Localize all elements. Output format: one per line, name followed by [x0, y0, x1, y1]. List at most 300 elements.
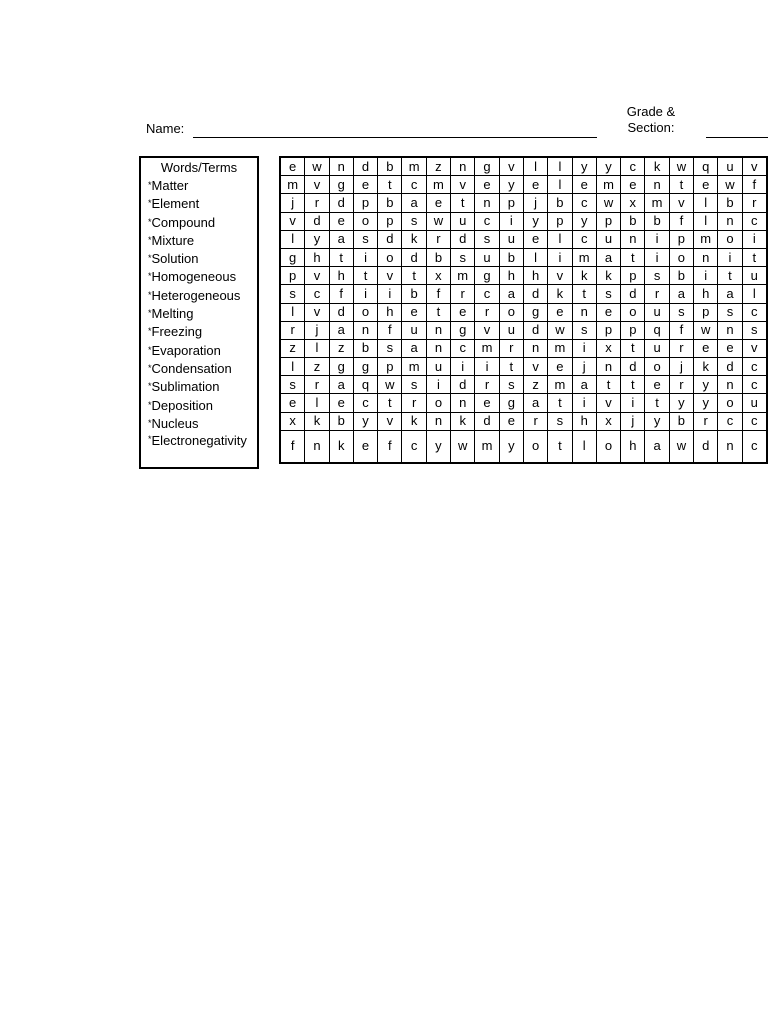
grid-cell[interactable]: i — [378, 285, 402, 303]
grid-cell[interactable]: g — [475, 267, 499, 285]
grid-cell[interactable]: i — [645, 248, 669, 266]
grid-cell[interactable]: t — [402, 267, 426, 285]
grid-cell[interactable]: q — [353, 376, 377, 394]
grid-cell[interactable]: g — [280, 248, 305, 266]
grid-cell[interactable]: n — [426, 321, 450, 339]
grid-cell[interactable]: t — [378, 176, 402, 194]
grid-cell[interactable]: n — [718, 430, 742, 463]
grid-cell[interactable]: n — [572, 303, 596, 321]
grid-cell[interactable]: s — [669, 303, 693, 321]
grid-cell[interactable]: q — [645, 321, 669, 339]
grid-cell[interactable]: a — [669, 285, 693, 303]
grid-cell[interactable]: e — [523, 176, 547, 194]
grid-cell[interactable]: p — [621, 321, 645, 339]
grid-cell[interactable]: u — [596, 230, 620, 248]
grid-cell[interactable]: r — [669, 376, 693, 394]
grid-cell[interactable]: h — [694, 285, 718, 303]
grid-cell[interactable]: r — [645, 285, 669, 303]
grid-cell[interactable]: k — [402, 230, 426, 248]
grid-cell[interactable]: h — [621, 430, 645, 463]
grid-cell[interactable]: j — [621, 412, 645, 430]
grid-cell[interactable]: c — [305, 285, 329, 303]
grid-cell[interactable]: n — [426, 412, 450, 430]
grid-cell[interactable]: b — [669, 412, 693, 430]
grid-cell[interactable]: s — [353, 230, 377, 248]
grid-cell[interactable]: m — [548, 339, 572, 357]
grid-cell[interactable]: e — [475, 394, 499, 412]
grid-cell[interactable]: c — [475, 212, 499, 230]
grid-cell[interactable]: i — [499, 212, 523, 230]
grid-cell[interactable]: f — [669, 321, 693, 339]
grid-cell[interactable]: k — [329, 430, 353, 463]
grid-cell[interactable]: g — [329, 176, 353, 194]
grid-cell[interactable]: m — [475, 430, 499, 463]
grid-cell[interactable]: w — [451, 430, 475, 463]
grid-cell[interactable]: c — [451, 339, 475, 357]
grid-cell[interactable]: v — [305, 303, 329, 321]
grid-cell[interactable]: e — [280, 394, 305, 412]
grid-cell[interactable]: v — [596, 394, 620, 412]
grid-cell[interactable]: y — [353, 412, 377, 430]
grid-cell[interactable]: f — [329, 285, 353, 303]
grid-cell[interactable]: o — [353, 303, 377, 321]
grid-cell[interactable]: t — [378, 394, 402, 412]
grid-cell[interactable]: r — [669, 339, 693, 357]
grid-cell[interactable]: d — [353, 157, 377, 176]
grid-cell[interactable]: c — [402, 430, 426, 463]
grid-cell[interactable]: u — [645, 339, 669, 357]
grid-cell[interactable]: p — [669, 230, 693, 248]
grid-cell[interactable]: b — [718, 194, 742, 212]
grid-cell[interactable]: p — [596, 212, 620, 230]
grade-section-input-line[interactable] — [706, 137, 768, 138]
grid-cell[interactable]: v — [523, 358, 547, 376]
grid-cell[interactable]: i — [572, 394, 596, 412]
grid-cell[interactable]: s — [475, 230, 499, 248]
grid-cell[interactable]: w — [596, 194, 620, 212]
grid-cell[interactable]: c — [742, 358, 767, 376]
grid-cell[interactable]: b — [353, 339, 377, 357]
grid-cell[interactable]: a — [329, 230, 353, 248]
grid-cell[interactable]: i — [645, 230, 669, 248]
grid-cell[interactable]: a — [329, 321, 353, 339]
grid-cell[interactable]: p — [280, 267, 305, 285]
grid-cell[interactable]: o — [669, 248, 693, 266]
grid-cell[interactable]: o — [621, 303, 645, 321]
grid-cell[interactable]: e — [499, 412, 523, 430]
grid-cell[interactable]: k — [572, 267, 596, 285]
grid-cell[interactable]: z — [426, 157, 450, 176]
grid-cell[interactable]: y — [645, 412, 669, 430]
grid-cell[interactable]: w — [378, 376, 402, 394]
grid-cell[interactable]: c — [402, 176, 426, 194]
grid-cell[interactable]: a — [402, 339, 426, 357]
grid-cell[interactable]: o — [378, 248, 402, 266]
grid-cell[interactable]: f — [669, 212, 693, 230]
grid-cell[interactable]: r — [499, 339, 523, 357]
grid-cell[interactable]: i — [742, 230, 767, 248]
grid-cell[interactable]: t — [669, 176, 693, 194]
grid-cell[interactable]: n — [475, 194, 499, 212]
grid-cell[interactable]: t — [645, 394, 669, 412]
grid-cell[interactable]: l — [280, 303, 305, 321]
grid-cell[interactable]: t — [499, 358, 523, 376]
grid-cell[interactable]: c — [353, 394, 377, 412]
grid-cell[interactable]: n — [426, 339, 450, 357]
grid-cell[interactable]: i — [353, 285, 377, 303]
grid-cell[interactable]: u — [451, 212, 475, 230]
grid-cell[interactable]: r — [402, 394, 426, 412]
grid-cell[interactable]: h — [305, 248, 329, 266]
grid-cell[interactable]: a — [499, 285, 523, 303]
grid-cell[interactable]: b — [426, 248, 450, 266]
grid-cell[interactable]: s — [596, 285, 620, 303]
grid-cell[interactable]: n — [645, 176, 669, 194]
grid-cell[interactable]: y — [596, 157, 620, 176]
grid-cell[interactable]: p — [548, 212, 572, 230]
grid-cell[interactable]: o — [426, 394, 450, 412]
grid-cell[interactable]: m — [426, 176, 450, 194]
grid-cell[interactable]: d — [523, 321, 547, 339]
grid-cell[interactable]: f — [280, 430, 305, 463]
grid-cell[interactable]: b — [669, 267, 693, 285]
grid-cell[interactable]: e — [694, 176, 718, 194]
grid-cell[interactable]: s — [402, 376, 426, 394]
grid-cell[interactable]: e — [694, 339, 718, 357]
grid-cell[interactable]: e — [353, 176, 377, 194]
grid-cell[interactable]: c — [742, 412, 767, 430]
grid-cell[interactable]: l — [280, 230, 305, 248]
grid-cell[interactable]: t — [621, 339, 645, 357]
grid-cell[interactable]: o — [499, 303, 523, 321]
grid-cell[interactable]: s — [499, 376, 523, 394]
grid-cell[interactable]: y — [499, 430, 523, 463]
grid-cell[interactable]: g — [329, 358, 353, 376]
grid-cell[interactable]: e — [596, 303, 620, 321]
grid-cell[interactable]: s — [572, 321, 596, 339]
grid-cell[interactable]: p — [378, 212, 402, 230]
grid-cell[interactable]: m — [548, 376, 572, 394]
grid-cell[interactable]: e — [718, 339, 742, 357]
grid-cell[interactable]: c — [742, 212, 767, 230]
grid-cell[interactable]: t — [621, 248, 645, 266]
grid-cell[interactable]: g — [353, 358, 377, 376]
grid-cell[interactable]: x — [596, 339, 620, 357]
grid-cell[interactable]: x — [280, 412, 305, 430]
grid-cell[interactable]: k — [402, 412, 426, 430]
grid-cell[interactable]: b — [402, 285, 426, 303]
grid-cell[interactable]: e — [548, 358, 572, 376]
grid-cell[interactable]: a — [645, 430, 669, 463]
grid-cell[interactable]: s — [645, 267, 669, 285]
grid-cell[interactable]: j — [523, 194, 547, 212]
grid-cell[interactable]: b — [621, 212, 645, 230]
grid-cell[interactable]: n — [596, 358, 620, 376]
grid-cell[interactable]: p — [353, 194, 377, 212]
grid-cell[interactable]: v — [742, 157, 767, 176]
grid-cell[interactable]: n — [353, 321, 377, 339]
grid-cell[interactable]: e — [572, 176, 596, 194]
grid-cell[interactable]: s — [280, 285, 305, 303]
grid-cell[interactable]: z — [305, 358, 329, 376]
grid-cell[interactable]: r — [475, 303, 499, 321]
grid-cell[interactable]: b — [329, 412, 353, 430]
grid-cell[interactable]: f — [426, 285, 450, 303]
grid-cell[interactable]: r — [426, 230, 450, 248]
grid-cell[interactable]: m — [596, 176, 620, 194]
grid-cell[interactable]: r — [305, 376, 329, 394]
grid-cell[interactable]: i — [621, 394, 645, 412]
grid-cell[interactable]: c — [742, 376, 767, 394]
grid-cell[interactable]: w — [694, 321, 718, 339]
grid-cell[interactable]: y — [694, 376, 718, 394]
grid-cell[interactable]: j — [305, 321, 329, 339]
grid-cell[interactable]: k — [305, 412, 329, 430]
grid-cell[interactable]: l — [694, 194, 718, 212]
grid-cell[interactable]: r — [475, 376, 499, 394]
grid-cell[interactable]: y — [669, 394, 693, 412]
grid-cell[interactable]: o — [645, 358, 669, 376]
grid-cell[interactable]: u — [499, 321, 523, 339]
grid-cell[interactable]: g — [499, 394, 523, 412]
grid-cell[interactable]: i — [694, 267, 718, 285]
grid-cell[interactable]: i — [475, 358, 499, 376]
grid-cell[interactable]: n — [621, 230, 645, 248]
grid-cell[interactable]: i — [451, 358, 475, 376]
grid-cell[interactable]: l — [305, 339, 329, 357]
grid-cell[interactable]: h — [499, 267, 523, 285]
grid-cell[interactable]: n — [718, 376, 742, 394]
grid-cell[interactable]: v — [378, 412, 402, 430]
grid-cell[interactable]: u — [645, 303, 669, 321]
grid-cell[interactable]: t — [548, 430, 572, 463]
grid-cell[interactable]: t — [621, 376, 645, 394]
grid-cell[interactable]: p — [694, 303, 718, 321]
grid-cell[interactable]: r — [742, 194, 767, 212]
grid-cell[interactable]: s — [280, 376, 305, 394]
grid-cell[interactable]: n — [523, 339, 547, 357]
name-input-line[interactable] — [193, 137, 597, 138]
grid-cell[interactable]: e — [280, 157, 305, 176]
grid-cell[interactable]: e — [329, 212, 353, 230]
grid-cell[interactable]: a — [572, 376, 596, 394]
grid-cell[interactable]: b — [378, 157, 402, 176]
grid-cell[interactable]: v — [669, 194, 693, 212]
grid-cell[interactable]: o — [718, 230, 742, 248]
grid-cell[interactable]: t — [596, 376, 620, 394]
grid-cell[interactable]: y — [499, 176, 523, 194]
grid-cell[interactable]: d — [402, 248, 426, 266]
grid-cell[interactable]: o — [523, 430, 547, 463]
grid-cell[interactable]: b — [499, 248, 523, 266]
grid-cell[interactable]: n — [718, 321, 742, 339]
grid-cell[interactable]: c — [742, 303, 767, 321]
grid-cell[interactable]: t — [353, 267, 377, 285]
grid-cell[interactable]: t — [426, 303, 450, 321]
grid-cell[interactable]: a — [523, 394, 547, 412]
grid-cell[interactable]: j — [669, 358, 693, 376]
grid-cell[interactable]: c — [718, 412, 742, 430]
grid-cell[interactable]: h — [572, 412, 596, 430]
grid-cell[interactable]: v — [548, 267, 572, 285]
grid-cell[interactable]: q — [694, 157, 718, 176]
grid-cell[interactable]: m — [645, 194, 669, 212]
grid-cell[interactable]: b — [645, 212, 669, 230]
grid-cell[interactable]: w — [548, 321, 572, 339]
grid-cell[interactable]: i — [718, 248, 742, 266]
grid-cell[interactable]: r — [280, 321, 305, 339]
grid-cell[interactable]: n — [451, 157, 475, 176]
grid-cell[interactable]: s — [548, 412, 572, 430]
grid-cell[interactable]: e — [353, 430, 377, 463]
grid-cell[interactable]: g — [451, 321, 475, 339]
grid-cell[interactable]: d — [718, 358, 742, 376]
grid-cell[interactable]: m — [572, 248, 596, 266]
grid-cell[interactable]: a — [329, 376, 353, 394]
grid-cell[interactable]: x — [621, 194, 645, 212]
grid-cell[interactable]: e — [475, 176, 499, 194]
grid-cell[interactable]: b — [548, 194, 572, 212]
grid-cell[interactable]: c — [572, 194, 596, 212]
grid-cell[interactable]: n — [451, 394, 475, 412]
grid-cell[interactable]: e — [329, 394, 353, 412]
grid-cell[interactable]: d — [621, 358, 645, 376]
grid-cell[interactable]: y — [426, 430, 450, 463]
grid-cell[interactable]: v — [451, 176, 475, 194]
grid-cell[interactable]: l — [742, 285, 767, 303]
grid-cell[interactable]: m — [694, 230, 718, 248]
grid-cell[interactable]: w — [669, 157, 693, 176]
grid-cell[interactable]: z — [329, 339, 353, 357]
grid-cell[interactable]: a — [596, 248, 620, 266]
grid-cell[interactable]: t — [329, 248, 353, 266]
grid-cell[interactable]: y — [572, 157, 596, 176]
grid-cell[interactable]: v — [742, 339, 767, 357]
grid-cell[interactable]: n — [305, 430, 329, 463]
grid-cell[interactable]: c — [742, 430, 767, 463]
grid-cell[interactable]: d — [451, 376, 475, 394]
grid-cell[interactable]: n — [718, 212, 742, 230]
grid-cell[interactable]: h — [378, 303, 402, 321]
grid-cell[interactable]: p — [499, 194, 523, 212]
grid-cell[interactable]: r — [694, 412, 718, 430]
grid-cell[interactable]: v — [280, 212, 305, 230]
grid-cell[interactable]: l — [548, 230, 572, 248]
grid-cell[interactable]: f — [742, 176, 767, 194]
grid-cell[interactable]: m — [402, 358, 426, 376]
grid-cell[interactable]: w — [718, 176, 742, 194]
grid-cell[interactable]: k — [596, 267, 620, 285]
grid-cell[interactable]: t — [742, 248, 767, 266]
grid-cell[interactable]: w — [426, 212, 450, 230]
grid-cell[interactable]: a — [402, 194, 426, 212]
grid-cell[interactable]: j — [280, 194, 305, 212]
grid-cell[interactable]: f — [378, 321, 402, 339]
grid-cell[interactable]: w — [305, 157, 329, 176]
grid-cell[interactable]: d — [621, 285, 645, 303]
grid-cell[interactable]: o — [353, 212, 377, 230]
grid-cell[interactable]: m — [402, 157, 426, 176]
grid-cell[interactable]: l — [280, 358, 305, 376]
grid-cell[interactable]: l — [694, 212, 718, 230]
grid-cell[interactable]: r — [451, 285, 475, 303]
grid-cell[interactable]: i — [426, 376, 450, 394]
grid-cell[interactable]: k — [451, 412, 475, 430]
grid-cell[interactable]: n — [329, 157, 353, 176]
grid-cell[interactable]: c — [572, 230, 596, 248]
grid-cell[interactable]: v — [475, 321, 499, 339]
grid-cell[interactable]: o — [596, 430, 620, 463]
grid-cell[interactable]: p — [621, 267, 645, 285]
grid-cell[interactable]: r — [523, 412, 547, 430]
grid-cell[interactable]: l — [548, 157, 572, 176]
grid-cell[interactable]: s — [378, 339, 402, 357]
grid-cell[interactable]: s — [402, 212, 426, 230]
grid-cell[interactable]: d — [329, 194, 353, 212]
grid-cell[interactable]: y — [523, 212, 547, 230]
grid-cell[interactable]: l — [523, 248, 547, 266]
grid-cell[interactable]: f — [378, 430, 402, 463]
grid-cell[interactable]: y — [694, 394, 718, 412]
grid-cell[interactable]: d — [329, 303, 353, 321]
grid-cell[interactable]: v — [378, 267, 402, 285]
grid-cell[interactable]: x — [596, 412, 620, 430]
grid-cell[interactable]: t — [718, 267, 742, 285]
grid-cell[interactable]: s — [451, 248, 475, 266]
grid-cell[interactable]: o — [718, 394, 742, 412]
grid-cell[interactable]: u — [402, 321, 426, 339]
grid-cell[interactable]: y — [572, 212, 596, 230]
grid-cell[interactable]: l — [523, 157, 547, 176]
grid-cell[interactable]: g — [475, 157, 499, 176]
grid-cell[interactable]: p — [596, 321, 620, 339]
grid-cell[interactable]: g — [523, 303, 547, 321]
grid-cell[interactable]: t — [451, 194, 475, 212]
grid-cell[interactable]: n — [694, 248, 718, 266]
grid-cell[interactable]: y — [305, 230, 329, 248]
grid-cell[interactable]: w — [669, 430, 693, 463]
grid-cell[interactable]: e — [548, 303, 572, 321]
grid-cell[interactable]: i — [353, 248, 377, 266]
grid-cell[interactable]: d — [305, 212, 329, 230]
grid-cell[interactable]: s — [742, 321, 767, 339]
grid-cell[interactable]: r — [305, 194, 329, 212]
grid-cell[interactable]: l — [572, 430, 596, 463]
grid-cell[interactable]: e — [451, 303, 475, 321]
grid-cell[interactable]: h — [523, 267, 547, 285]
grid-cell[interactable]: u — [742, 267, 767, 285]
grid-cell[interactable]: i — [548, 248, 572, 266]
grid-cell[interactable]: a — [718, 285, 742, 303]
grid-cell[interactable]: d — [694, 430, 718, 463]
grid-cell[interactable]: j — [572, 358, 596, 376]
grid-cell[interactable]: t — [572, 285, 596, 303]
grid-cell[interactable]: u — [718, 157, 742, 176]
grid-cell[interactable]: e — [402, 303, 426, 321]
grid-cell[interactable]: z — [523, 376, 547, 394]
grid-cell[interactable]: e — [426, 194, 450, 212]
grid-cell[interactable]: e — [645, 376, 669, 394]
grid-cell[interactable]: x — [426, 267, 450, 285]
grid-cell[interactable]: i — [572, 339, 596, 357]
grid-cell[interactable]: e — [621, 176, 645, 194]
grid-cell[interactable]: z — [280, 339, 305, 357]
grid-cell[interactable]: d — [523, 285, 547, 303]
grid-cell[interactable]: m — [475, 339, 499, 357]
grid-cell[interactable]: b — [378, 194, 402, 212]
grid-cell[interactable]: e — [523, 230, 547, 248]
grid-cell[interactable]: k — [548, 285, 572, 303]
